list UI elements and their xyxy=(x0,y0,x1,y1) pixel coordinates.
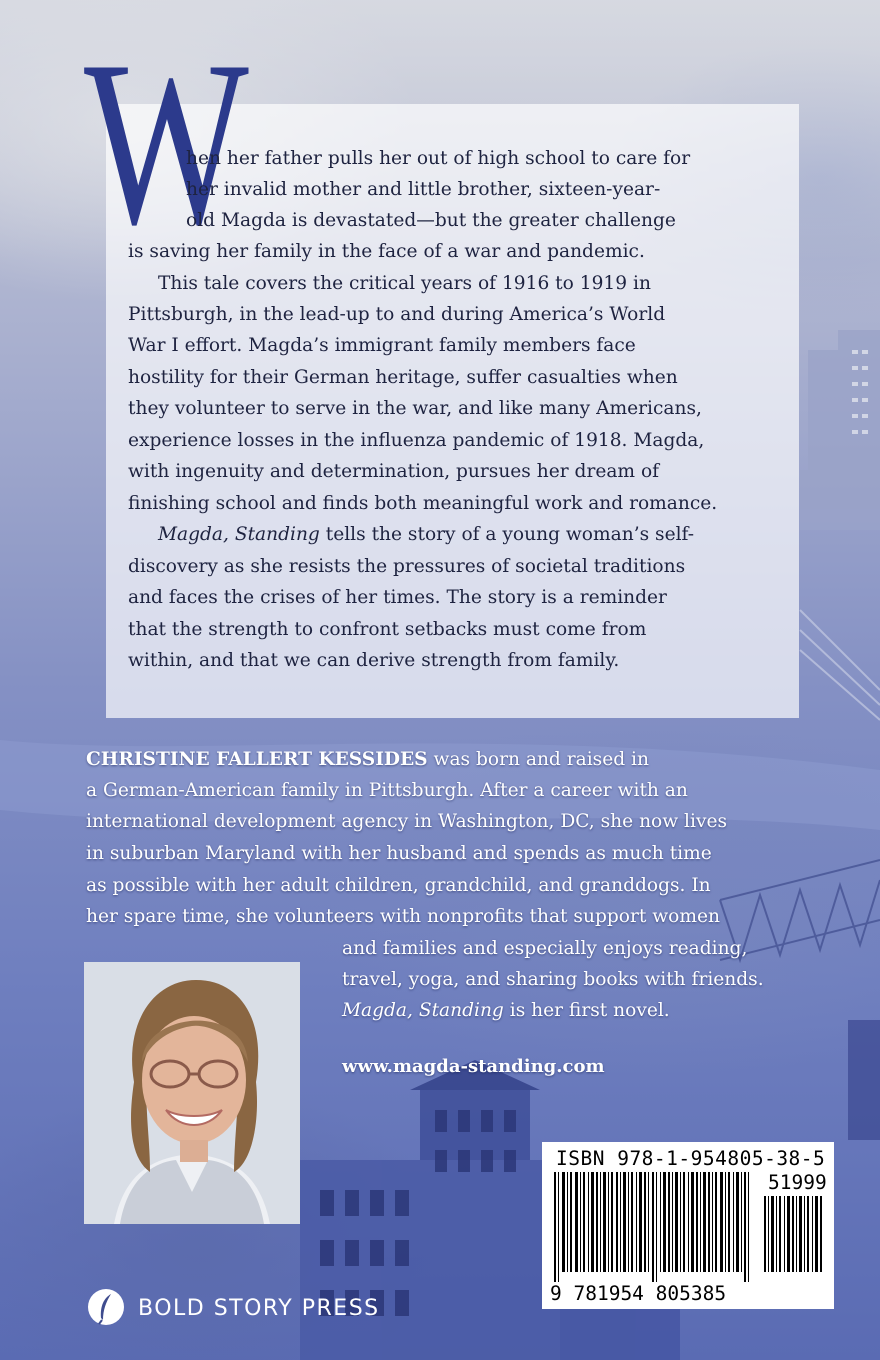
bio-text: is her first novel. xyxy=(503,1000,670,1021)
bio-line: as possible with her adult children, grandchild, and granddogs. In xyxy=(86,875,711,896)
blurb-line: that the strength to confront setbacks must come from xyxy=(128,619,647,640)
author-photo xyxy=(84,962,300,1224)
blurb-line: Pittsburgh, in the lead-up to and during America’s World xyxy=(128,304,666,325)
author-website: www.magda-standing.com xyxy=(342,1056,605,1077)
blurb-line: they volunteer to serve in the war, and like many Americans, xyxy=(128,398,702,419)
drop-cap-letter: W xyxy=(84,13,249,274)
blurb-text: tells the story of a young woman’s self- xyxy=(319,524,695,545)
blurb-line: War I effort. Magda’s immigrant family members face xyxy=(128,335,636,356)
bio-line: and families and especially enjoys reading, xyxy=(342,938,748,959)
author-name: CHRISTINE FALLERT KESSIDES xyxy=(86,749,428,770)
barcode-digits: 9 781954 805385 xyxy=(550,1282,727,1305)
blurb-line: discovery as she resists the pressures of societal traditions xyxy=(128,556,686,577)
book-title: Magda, Standing xyxy=(158,524,320,545)
blurb-line: within, and that we can derive strength from family. xyxy=(128,650,620,671)
blurb-line: hostility for their German heritage, suffer casualties when xyxy=(128,367,678,388)
isbn-number: ISBN 978-1-954805-38-5 xyxy=(556,1147,826,1170)
blurb-line xyxy=(158,526,694,545)
blurb-line: and faces the crises of her times. The story is a reminder xyxy=(128,587,667,608)
blurb-line: experience losses in the influenza pandemic of 1918. Magda, xyxy=(128,430,705,451)
blurb-line: with ingenuity and determination, pursues her dream of xyxy=(128,461,660,482)
feather-icon xyxy=(86,1286,126,1328)
publisher-name: BOLD STORY PRESS xyxy=(138,1296,380,1321)
isbn-barcode xyxy=(542,1142,834,1309)
price-code: 51999 xyxy=(768,1171,827,1194)
bio-text: was born and raised in xyxy=(427,749,649,770)
bio-line xyxy=(342,1002,670,1021)
bio-line: in suburban Maryland with her husband and spends as much time xyxy=(86,843,712,864)
blurb-line: finishing school and finds both meaningful work and romance. xyxy=(128,493,718,514)
blurb-line: her invalid mother and little brother, sixteen-year- xyxy=(186,179,661,200)
blurb-line: This tale covers the critical years of 1916 to 1919 in xyxy=(158,273,651,294)
book-title: Magda, Standing xyxy=(342,1000,504,1021)
blurb-line: old Magda is devastated—but the greater challenge xyxy=(186,210,676,231)
bio-line: travel, yoga, and sharing books with friends. xyxy=(342,969,764,990)
author-portrait-image xyxy=(84,962,300,1224)
publisher-logo xyxy=(86,1286,380,1328)
bio-line: her spare time, she volunteers with nonprofits that support women xyxy=(86,906,720,927)
blurb-line: is saving her family in the face of a war and pandemic. xyxy=(128,241,645,262)
bio-line xyxy=(86,751,649,770)
bio-line: a German-American family in Pittsburgh. After a career with an xyxy=(86,780,688,801)
blurb-line: hen her father pulls her out of high school to care for xyxy=(186,148,691,169)
bio-line: international development agency in Washington, DC, she now lives xyxy=(86,811,728,832)
